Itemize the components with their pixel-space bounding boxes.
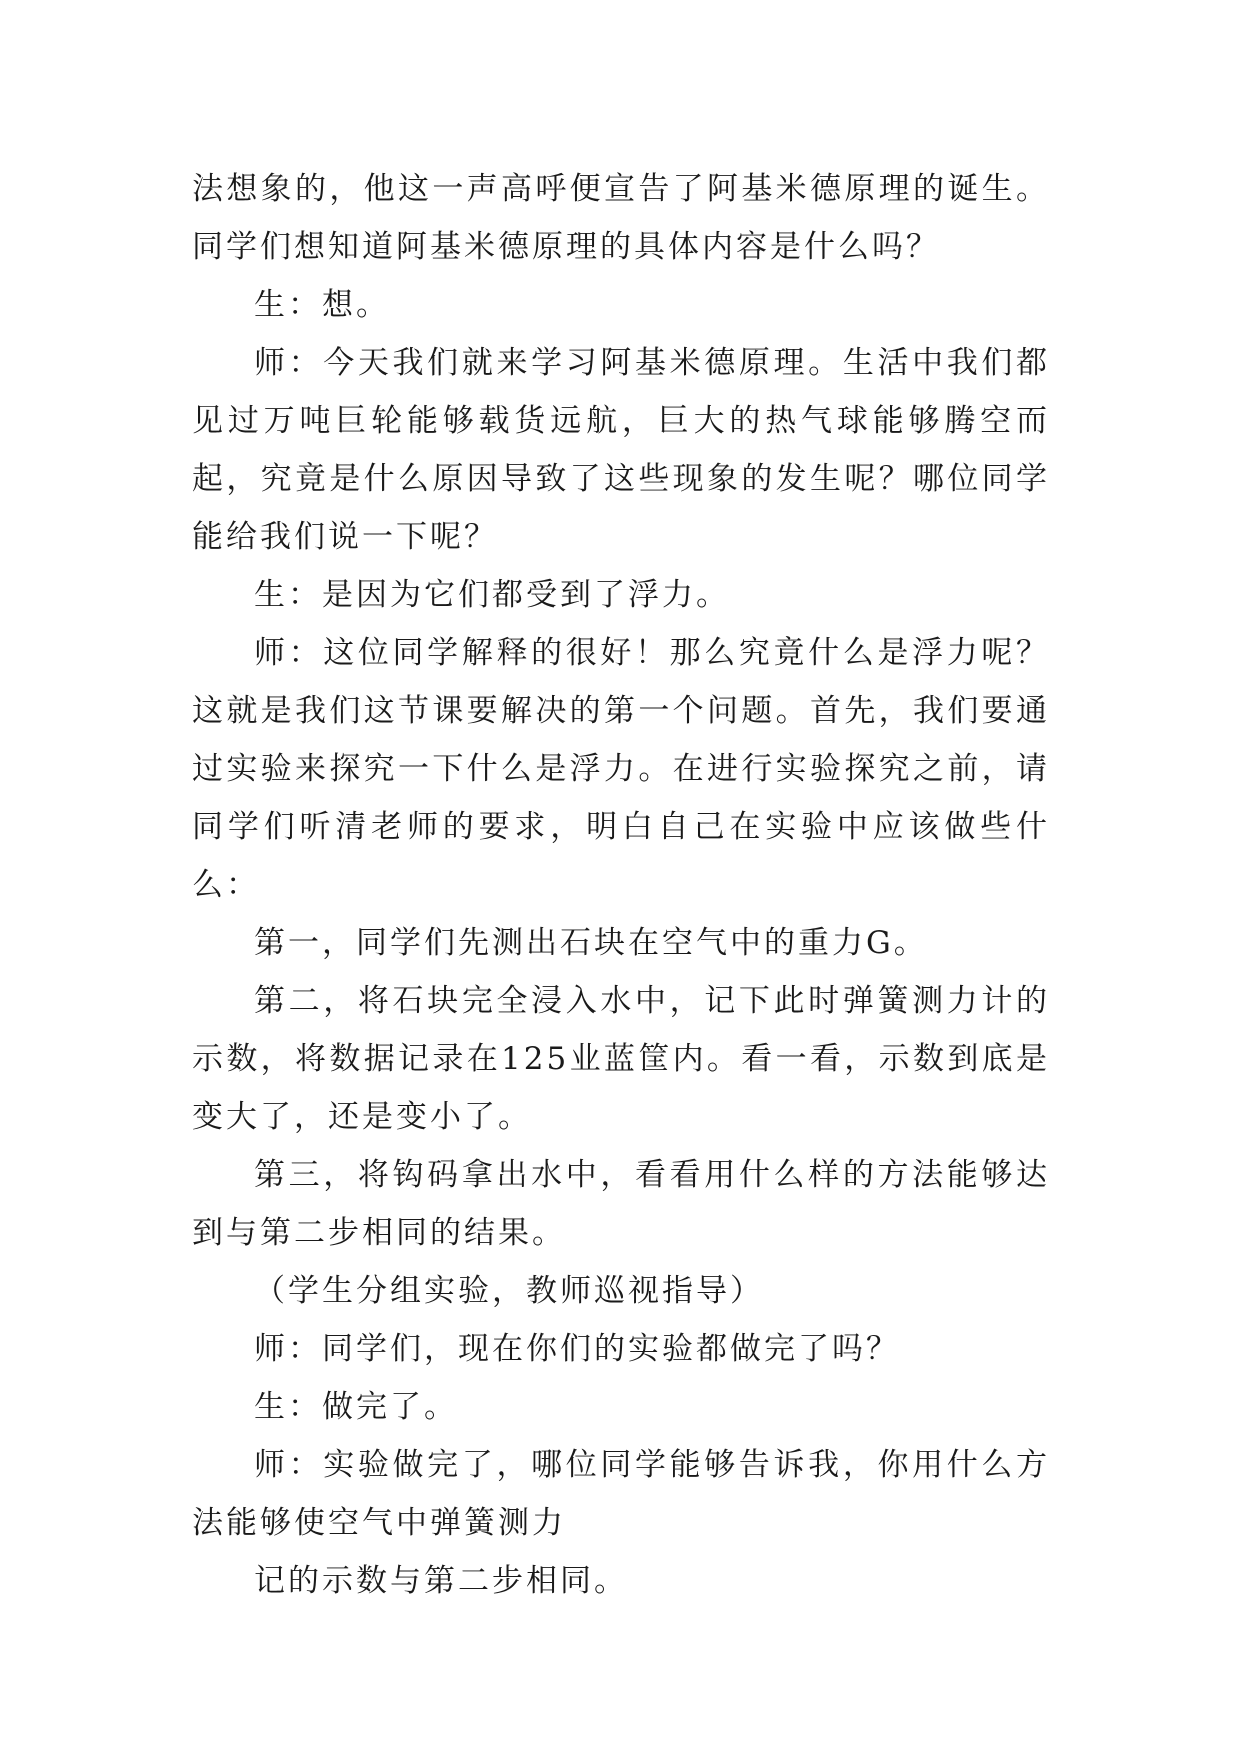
paragraph-7: 第二，将石块完全浸入水中，记下此时弹簧测力计的示数，将数据记录在125业蓝筐内。看一看，示数到底是变大了，还是变小了。 xyxy=(192,983,1050,1135)
paragraph-6: 第一，同学们先测出石块在空气中的重力G。 xyxy=(254,925,928,961)
paragraph-2: 生：想。 xyxy=(254,287,390,323)
paragraph-9: （学生分组实验，教师巡视指导） xyxy=(254,1273,764,1309)
paragraph-1: 法想象的，他这一声高呼便宣告了阿基米德原理的诞生。同学们想知道阿基米德原理的具体内容是什么吗？ xyxy=(192,171,1050,265)
paragraph-12: 师：实验做完了，哪位同学能够告诉我，你用什么方法能够使空气中弹簧测力 xyxy=(192,1447,1050,1541)
paragraph-8: 第三，将钩码拿出水中，看看用什么样的方法能够达到与第二步相同的结果。 xyxy=(192,1157,1050,1251)
paragraph-5: 师：这位同学解释的很好！那么究竟什么是浮力呢？这就是我们这节课要解决的第一个问题。首先，我们要通过实验来探究一下什么是浮力。在进行实验探究之前，请同学们听清老师的要求，明白自己在实验中应该做些什么： xyxy=(192,635,1050,903)
document-page xyxy=(192,160,1050,1610)
paragraph-4: 生：是因为它们都受到了浮力。 xyxy=(254,577,730,613)
paragraph-10: 师：同学们，现在你们的实验都做完了吗？ xyxy=(254,1331,900,1367)
paragraph-11: 生：做完了。 xyxy=(254,1389,458,1425)
paragraph-3: 师：今天我们就来学习阿基米德原理。生活中我们都见过万吨巨轮能够载货远航，巨大的热气球能够腾空而起，究竟是什么原因导致了这些现象的发生呢？哪位同学能给我们说一下呢？ xyxy=(192,345,1050,555)
paragraph-13: 记的示数与第二步相同。 xyxy=(254,1563,628,1599)
